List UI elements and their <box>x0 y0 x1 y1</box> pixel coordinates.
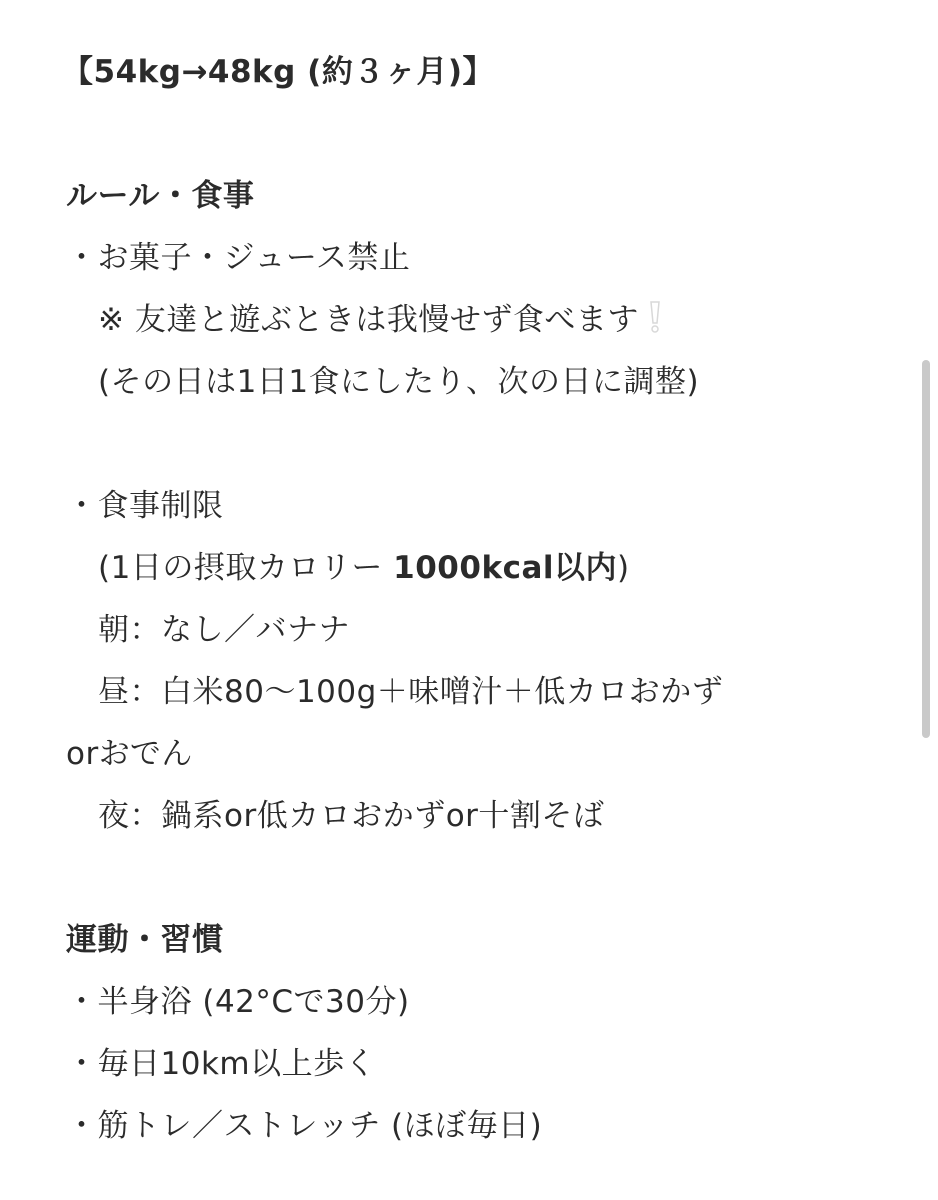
calorie-limit <box>98 548 630 588</box>
note-adjustment: (その日は1日1食にしたり、次の日に調整) <box>98 364 700 400</box>
note-text: ※ 友達と遊ぶときは我慢せず食べます <box>98 302 639 338</box>
calorie-limit-suffix: ) <box>617 550 630 586</box>
list-item-walking: ・毎日10km以上歩く <box>66 1046 377 1082</box>
note-friends <box>98 300 661 340</box>
list-item-half-bath: ・半身浴 (42°Cで30分) <box>66 984 410 1020</box>
meal-lunch-continued: orおでん <box>66 736 193 772</box>
list-item-training: ・筋トレ／ストレッチ (ほぼ毎日) <box>66 1108 543 1144</box>
list-item-diet-limit: ・食事制限 <box>66 488 224 524</box>
calorie-limit-prefix: (1日の摂取カロリー <box>98 550 394 586</box>
list-item-sweets-ban: ・お菓子・ジュース禁止 <box>66 240 411 276</box>
section-heading-rules: ルール・食事 <box>66 178 255 214</box>
page-title: 【54kg→48kg (約３ヶ月)】 <box>62 54 494 90</box>
meal-lunch: 昼：白米80～100g＋味噌汁＋低カロおかず <box>98 674 724 710</box>
white-exclamation-icon <box>649 300 661 334</box>
calorie-limit-value: 1000kcal以内 <box>393 550 617 586</box>
meal-dinner: 夜：鍋系or低カロおかずor十割そば <box>98 798 605 834</box>
meal-breakfast: 朝：なし／バナナ <box>98 612 350 648</box>
section-heading-exercise: 運動・習慣 <box>66 922 224 958</box>
vertical-scrollbar[interactable] <box>922 360 930 738</box>
